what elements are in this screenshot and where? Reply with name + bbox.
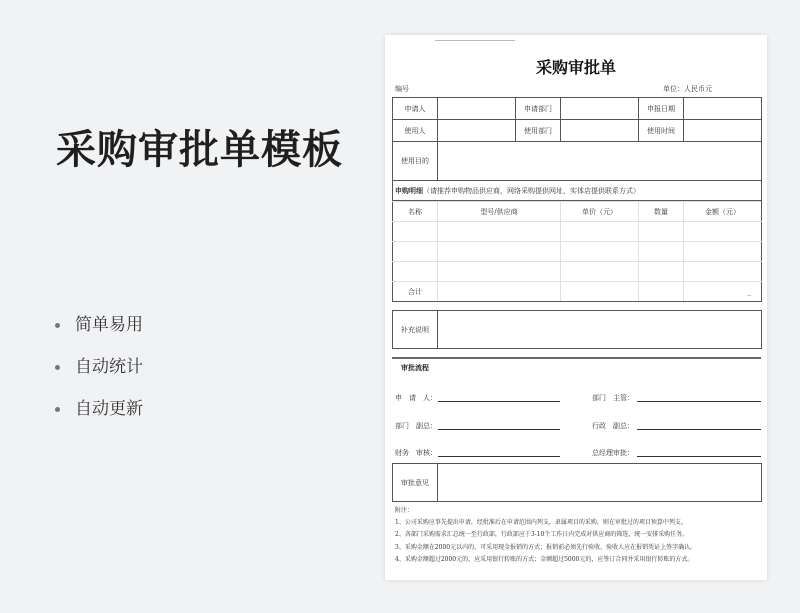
admin-vp-sign-line[interactable] [637,429,761,430]
note-item: 2、各部门采购需求汇总统一至行政部，行政部应于3-10个工作日内完成对供应商的筛选，统一安排采购任务。 [395,531,689,539]
col-name-header: 名称 [393,202,438,222]
supplement-field[interactable] [438,311,762,349]
section-divider [392,357,761,359]
apply-date-field[interactable] [684,98,762,120]
dept-head-sign-line[interactable] [637,401,761,402]
feature-list [55,314,143,440]
supplement-table [392,310,762,349]
finance-sign-label: 财务 审核： [395,449,437,457]
opinion-label: 审批意见 [393,464,438,502]
purpose-field[interactable] [438,142,762,181]
dept-head-sign-label: 部门 主管： [592,394,634,402]
opinion-table [392,463,762,502]
apply-date-label: 申报日期 [639,98,684,120]
feature-item: 简单易用 [55,314,143,356]
col-price-header: 单价（元） [561,202,639,222]
form-document [385,35,767,580]
detail-note: （请推荐申购物品供应商，网络采购提供网址，实体店提供联系方式） [423,186,640,195]
finance-sign-line[interactable] [438,456,560,457]
applicant-sign-line[interactable] [438,401,560,402]
unit-label: 单位：人民币元 [663,85,712,93]
note-item: 1、公司采购应事先提出申请，经批准后在申请范围内列支，隶属项目的采购，则在审批过的项目预算中列支。 [395,519,687,527]
gm-sign-label: 总经理审批： [592,449,634,457]
total-amount[interactable]: _ [684,282,762,302]
col-qty-header: 数量 [639,202,684,222]
user-label: 使用人 [393,120,438,142]
feature-item: 自动统计 [55,356,143,398]
applicant-field[interactable] [438,98,516,120]
feature-item: 自动更新 [55,398,143,440]
dept-vp-sign-label: 部门 副总： [395,422,437,430]
note-item: 3、采购金额在2000元以内的，可采用现金报销的方式；报销前必须先行验收，验收人应在报销凭证上签字确认。 [395,543,697,551]
table-row [393,242,762,262]
approval-title: 审批流程 [401,363,429,372]
total-label: 合计 [393,282,438,302]
notes-title: 附注： [395,507,414,514]
note-item: 4、采购金额超过2000元的，应采用银行转账的方式；金额超过5000元的，应签订合同并采用银行转账的方式。 [395,555,694,563]
user-field[interactable] [438,120,516,142]
admin-vp-sign-label: 行政 副总： [592,422,634,430]
top-divider [435,40,515,41]
apply-department-field[interactable] [561,98,639,120]
notes [395,505,696,566]
detail-table [392,201,762,302]
use-department-label: 使用部门 [516,120,561,142]
applicant-label: 申请人 [393,98,438,120]
opinion-field[interactable] [438,464,762,502]
use-time-label: 使用时间 [639,120,684,142]
promo-title: 采购审批单模板 [56,127,343,173]
col-model-header: 型号/供应商 [438,202,561,222]
gm-sign-line[interactable] [637,456,761,457]
purpose-label: 使用目的 [393,142,438,181]
table-row [393,262,762,282]
applicant-table [392,97,762,201]
supplement-label: 补充说明 [393,311,438,349]
col-amount-header: 金额（元） [684,202,762,222]
use-department-field[interactable] [561,120,639,142]
table-row [393,222,762,242]
detail-title: 申购明细 [395,185,423,195]
applicant-sign-label: 申 请 人： [395,394,437,402]
number-label: 编号 [395,85,409,93]
detail-heading [393,181,762,201]
dept-vp-sign-line[interactable] [438,429,560,430]
apply-department-label: 申请部门 [516,98,561,120]
use-time-field[interactable] [684,120,762,142]
form-title: 采购审批单 [535,58,616,77]
